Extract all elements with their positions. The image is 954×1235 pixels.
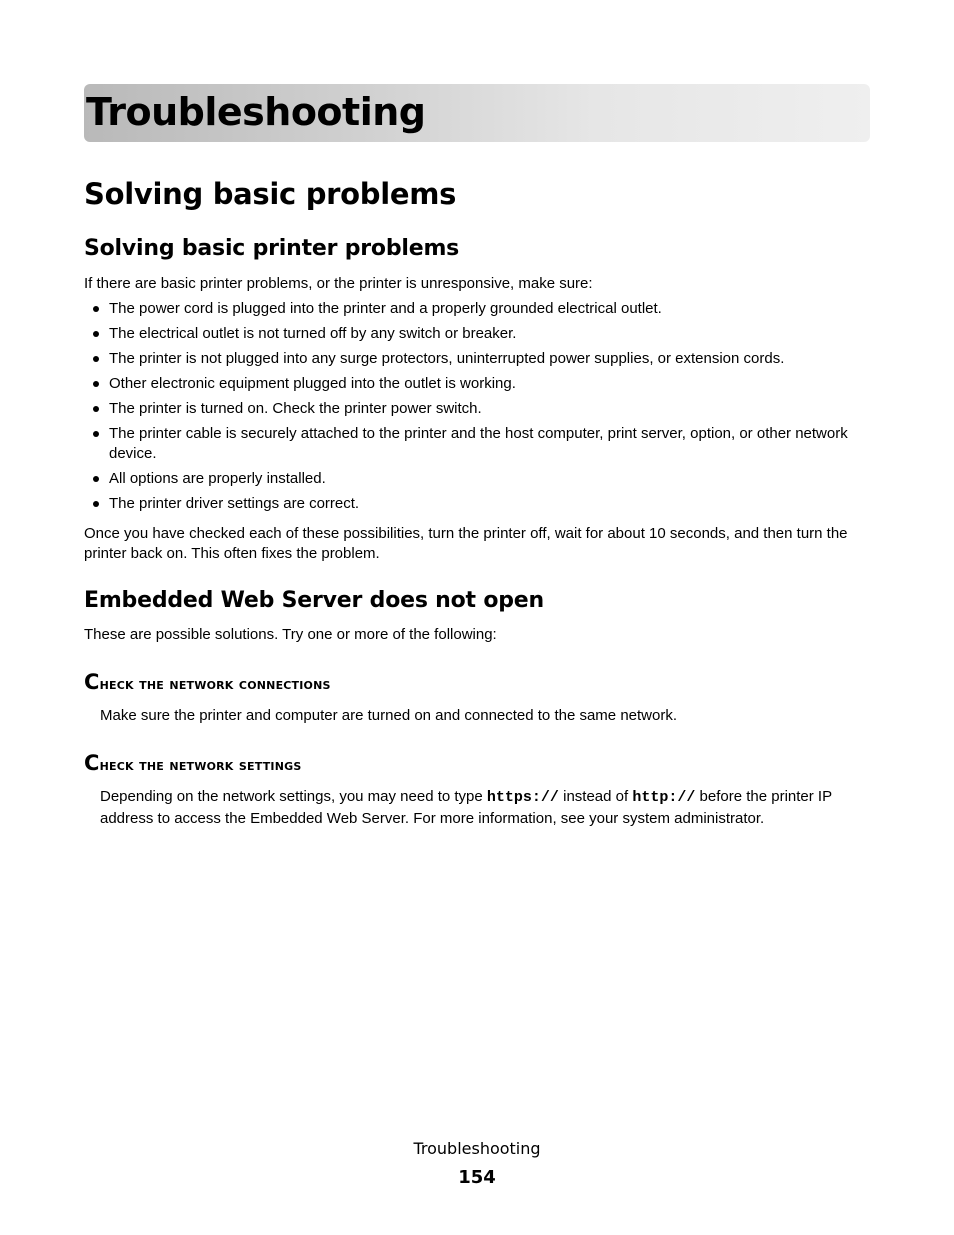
list-item: [84, 424, 874, 464]
section-title: Solving basic problems: [84, 177, 457, 211]
bullet-icon: [93, 356, 99, 362]
ews-heading: Embedded Web Server does not open: [84, 588, 544, 613]
printer-problems-closing: Once you have checked each of these possibilities, turn the printer off, wait for about 10 seconds, and then turn the printer back on. This often fixes the problem.: [84, 525, 848, 562]
list-item: [84, 399, 874, 419]
printer-problems-heading: Solving basic printer problems: [84, 236, 460, 261]
list-item: [84, 299, 874, 319]
bullet-icon: [93, 406, 99, 412]
settings-text-1: Depending on the network settings, you may need to type: [100, 788, 487, 805]
check-settings-heading: [84, 751, 301, 777]
heading-initial: C: [84, 751, 100, 775]
bullet-icon: [93, 306, 99, 312]
heading-rest: heck the network connections: [99, 675, 331, 693]
printer-checklist: [84, 299, 874, 519]
list-item-text: The printer driver settings are correct.: [109, 495, 360, 512]
bullet-icon: [93, 381, 99, 387]
check-connections-heading: [84, 670, 331, 696]
bullet-icon: [93, 476, 99, 482]
page-number: 154: [458, 1167, 496, 1188]
list-item-text: Other electronic equipment plugged into the outlet is working.: [109, 375, 516, 392]
ews-intro: These are possible solutions. Try one or more of the following:: [84, 626, 497, 643]
bullet-icon: [93, 331, 99, 337]
list-item-text: The power cord is plugged into the printer and a properly grounded electrical outlet.: [109, 300, 662, 317]
list-item-text: The printer is not plugged into any surge protectors, uninterrupted power supplies, or extension cords.: [109, 350, 785, 367]
list-item-text: The electrical outlet is not turned off by any switch or breaker.: [109, 325, 517, 342]
bullet-icon: [93, 431, 99, 437]
list-item-text: The printer cable is securely attached to the printer and the host computer, print server, option, or other network device.: [109, 425, 848, 462]
settings-text-2: instead of: [558, 788, 633, 805]
chapter-title: Troubleshooting: [86, 90, 426, 134]
list-item-text: All options are properly installed.: [109, 470, 326, 487]
list-item: [84, 469, 874, 489]
check-connections-body: Make sure the printer and computer are turned on and connected to the same network.: [100, 707, 678, 724]
list-item: [84, 374, 874, 394]
printer-problems-intro: If there are basic printer problems, or the printer is unresponsive, make sure:: [84, 275, 593, 292]
heading-initial: C: [84, 670, 100, 694]
heading-rest: heck the network settings: [99, 756, 302, 774]
check-settings-body: [100, 786, 874, 829]
footer-section-name: Troubleshooting: [413, 1139, 541, 1158]
list-item: [84, 324, 874, 344]
settings-text-3: before the printer IP address to access the Embedded Web Server. For more information, see your system administrator.: [100, 788, 832, 827]
list-item: [84, 349, 874, 369]
list-item-text: The printer is turned on. Check the printer power switch.: [109, 400, 482, 417]
https-code: https://: [486, 789, 559, 806]
bullet-icon: [93, 501, 99, 507]
http-code: http://: [632, 789, 696, 806]
list-item: [84, 494, 874, 514]
